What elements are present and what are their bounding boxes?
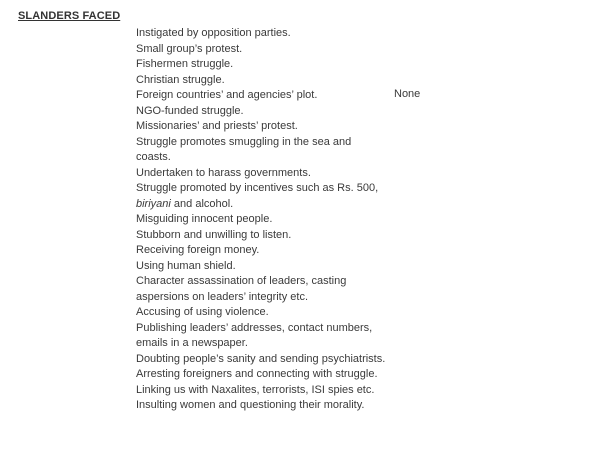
list-item: Linking us with Naxalites, terrorists, ISI spies etc. [136,383,375,396]
list-item: Small group’s protest. [136,42,243,55]
list-item: Insulting women and questioning their morality. [136,399,365,411]
list-item: Christian struggle. [136,73,225,86]
list-item: Stubborn and unwilling to listen. [136,228,292,241]
list-item: Instigated by opposition parties. [136,27,291,39]
list-item: Using human shield. [136,259,236,272]
section-heading: SLANDERS FACED [18,10,121,22]
list-item: Struggle promotes smuggling in the sea and coasts. [136,135,352,163]
list-item: Accusing of using violence. [136,306,269,318]
list-item: Publishing leaders’ addresses, contact numbers, emails in a newspaper. [136,321,373,349]
response-value: None [394,88,421,100]
list-item: Doubting people’s sanity and sending psychiatrists. [136,352,386,365]
slander-list [136,26,386,414]
list-item: Arresting foreigners and connecting with struggle. [136,368,378,380]
list-item: Character assassination of leaders, casting aspersions on leaders’ integrity etc. [136,275,347,303]
list-item: Missionaries’ and priests’ protest. [136,120,298,132]
list-item: Undertaken to harass governments. [136,166,311,179]
list-item: Receiving foreign money. [136,244,260,256]
emphasis-text: biriyani [136,197,171,210]
list-item: NGO-funded struggle. [136,104,244,117]
list-item: Misguiding innocent people. [136,213,273,225]
list-item: Fishermen struggle. [136,58,234,70]
list-item: Struggle promoted by incentives such as Rs. 500, biriyani and alcohol. [136,182,379,210]
list-item: Foreign countries’ and agencies’ plot. [136,89,318,101]
